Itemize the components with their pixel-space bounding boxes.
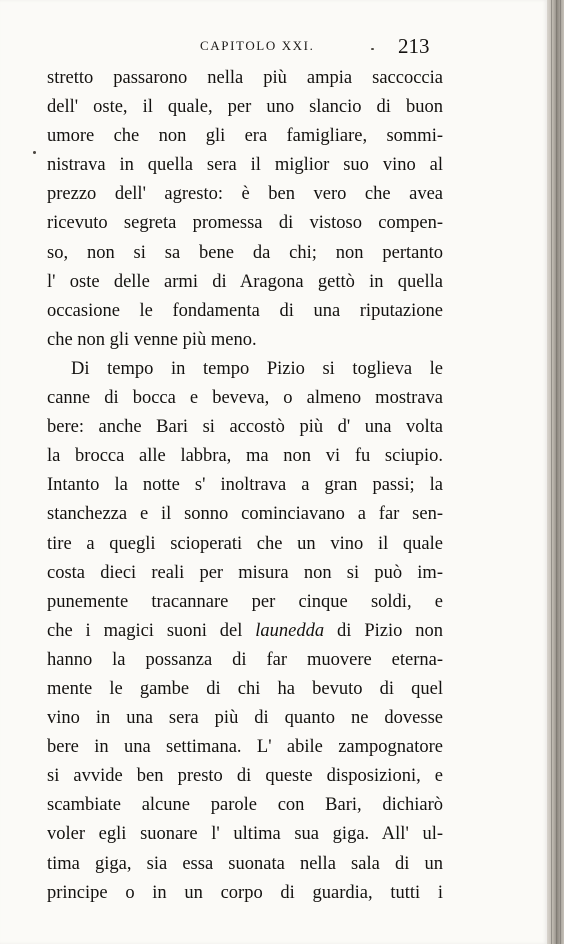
text-line: costa dieci reali per misura non si può im- bbox=[47, 562, 443, 583]
italic-term: launedda bbox=[255, 620, 325, 641]
body-text bbox=[47, 64, 443, 908]
text-line: stretto passarono nella più ampia saccoccia bbox=[47, 68, 443, 88]
text-line: si avvide ben presto di queste disposizioni, e bbox=[47, 766, 443, 787]
text-line: la brocca alle labbra, ma non vi fu sciupio. bbox=[47, 446, 443, 467]
paragraph-end-line: che non gli venne più meno. bbox=[47, 329, 257, 350]
edge-line bbox=[551, 0, 552, 944]
text-line: stanchezza e il sonno cominciavano a far sen- bbox=[47, 504, 443, 525]
edge-line bbox=[560, 0, 561, 944]
text-line: vino in una sera più di quanto ne dovesse bbox=[47, 708, 443, 729]
text-line: occasione le fondamenta di una riputazione bbox=[47, 300, 443, 321]
ink-speck bbox=[33, 151, 36, 154]
text-line: principe o in un corpo di guardia, tutti i bbox=[47, 882, 443, 903]
chapter-heading: CAPITOLO XXI. bbox=[200, 38, 315, 53]
paragraph-start-line: Di tempo in tempo Pizio si toglieva le bbox=[71, 358, 443, 379]
text-line: so, non si sa bene da chi; non pertanto bbox=[47, 242, 443, 263]
text-line-with-italic bbox=[47, 617, 443, 646]
text-line: tima giga, sia essa suonata nella sala di un bbox=[47, 853, 443, 874]
text-line: scambiate alcune parole con Bari, dichiarò bbox=[47, 795, 443, 816]
text-line: umore che non gli era famigliare, sommi- bbox=[47, 126, 443, 147]
ink-speck bbox=[371, 48, 374, 50]
text-line: nistrava in quella sera il miglior suo vino al bbox=[47, 155, 443, 176]
text-line: Intanto la notte s' inoltrava a gran passi; la bbox=[47, 475, 443, 496]
running-header bbox=[0, 36, 547, 60]
text-line: bere: anche Bari si accostò più d' una volta bbox=[47, 417, 443, 438]
text-line: tire a quegli scioperati che un vino il quale bbox=[47, 533, 443, 554]
text-line: l' oste delle armi di Aragona gettò in quella bbox=[47, 271, 443, 292]
text-line: hanno la possanza di far muovere eterna- bbox=[47, 649, 443, 670]
text-line: mente le gambe di chi ha bevuto di quel bbox=[47, 678, 443, 699]
text-line: canne di bocca e beveva, o almeno mostrava bbox=[47, 388, 443, 409]
line-segment: di Pizio non bbox=[337, 620, 443, 641]
edge-line bbox=[556, 0, 557, 944]
text-line: voler egli suonare l' ultima sua giga. All' ul- bbox=[47, 824, 443, 845]
text-line: ricevuto segreta promessa di vistoso compen- bbox=[47, 213, 443, 234]
text-line: bere in una settimana. L' abile zampognatore bbox=[47, 737, 443, 758]
text-line: dell' oste, il quale, per uno slancio di buon bbox=[47, 97, 443, 118]
text-line: punemente tracannare per cinque soldi, e bbox=[47, 591, 443, 612]
book-page-edge bbox=[547, 0, 564, 944]
line-segment: che i magici suoni del bbox=[47, 620, 243, 641]
page-number: 213 bbox=[398, 34, 430, 58]
text-line: prezzo dell' agresto: è ben vero che avea bbox=[47, 184, 443, 205]
